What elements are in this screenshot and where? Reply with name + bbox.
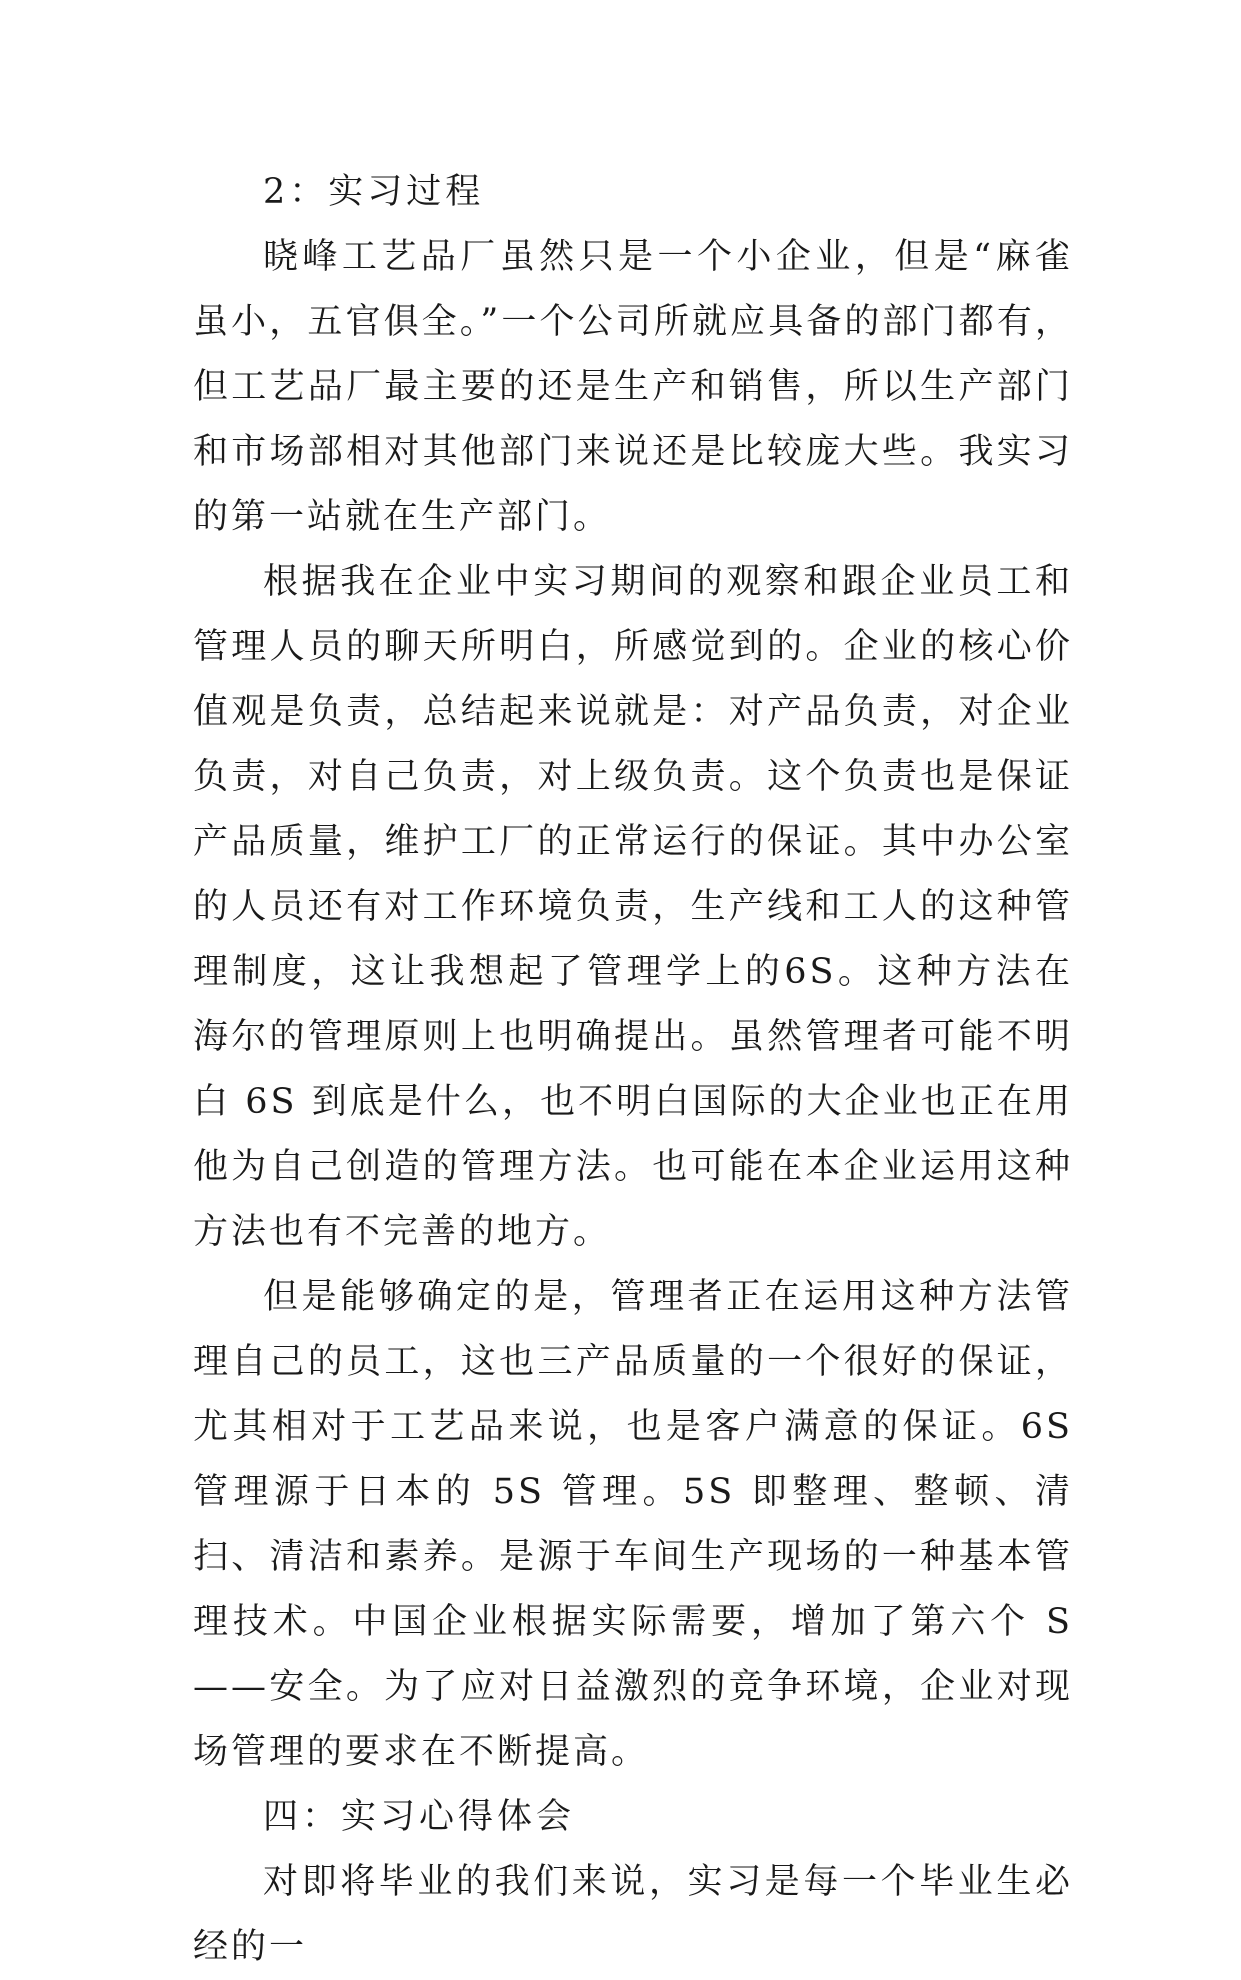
section-heading-reflection: 四：实习心得体会	[263, 1797, 576, 1837]
paragraph-core-values: 根据我在企业中实习期间的观察和跟企业员工和管理人员的聊天所明白，所感觉到的。企业的核心价值观是负责，总结起来说就是：对产品负责，对企业负责，对自己负责，对上级负责。这个负责也是保证产品质量，维护工厂的正常运行的保证。其中办公室的人员还有对工作环境负责，生产线和工人的这种管理制度，这让我想起了管理学上的6S。这种方法在海尔的管理原则上也明确提出。虽然管理者可能不明白 6S 到底是什么，也不明白国际的大企业也正在用他为自己创造的管理方法。也可能在本企业运用这种方法也有不完善的地方。	[193, 562, 1073, 1252]
paragraph-6s-management: 但是能够确定的是，管理者正在运用这种方法管理自己的员工，这也三产品质量的一个很好的保证，尤其相对于工艺品来说，也是客户满意的保证。6S 管理源于日本的 5S 管理。5S 即整理、整顿、清扫、清洁和素养。是源于车间生产现场的一种基本管理技术。中国企业根据实际需要，增加了第六个 S——安全。为了应对日益激烈的竞争环境，企业对现场管理的要求在不断提高。	[193, 1277, 1073, 1772]
paragraph-reflection: 对即将毕业的我们来说，实习是每一个毕业生必经的一	[193, 1862, 1073, 1967]
document-body	[193, 160, 1073, 1980]
section-heading-process: 2：实习过程	[263, 172, 485, 212]
paragraph-intro: 晓峰工艺品厂虽然只是一个小企业，但是“麻雀虽小，五官俱全。”一个公司所就应具备的部门都有，但工艺品厂最主要的还是生产和销售，所以生产部门和市场部相对其他部门来说还是比较庞大些。我实习的第一站就在生产部门。	[193, 237, 1073, 537]
